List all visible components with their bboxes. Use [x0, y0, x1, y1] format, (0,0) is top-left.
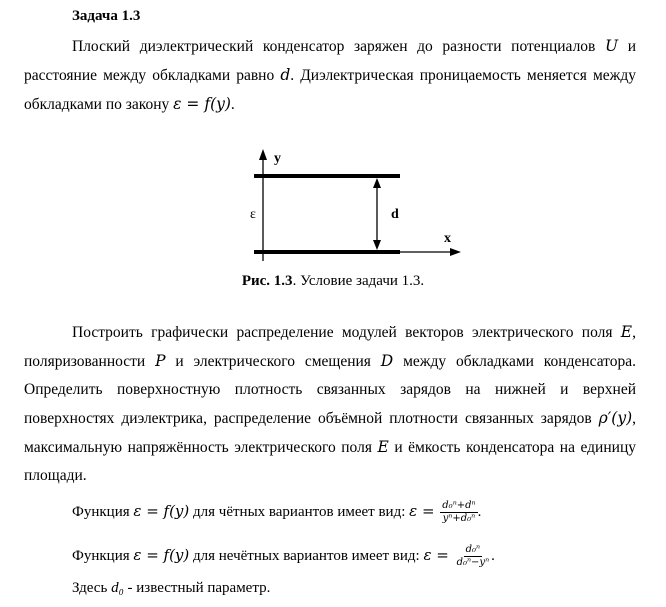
x-axis-arrowhead: [450, 248, 461, 256]
var-D: D: [380, 352, 394, 370]
problem-title: Задача 1.3: [72, 8, 141, 24]
label-eps: ε: [250, 207, 256, 222]
var-E: E: [620, 323, 633, 341]
y-axis-arrowhead: [259, 149, 267, 160]
fraction-even: $\frac{\text{d₀ⁿ+dⁿ}}{\text{yⁿ+d₀ⁿ}}$: [442, 500, 476, 524]
capacitor-figure: [230, 145, 470, 270]
var-U: U: [605, 37, 619, 55]
formula-odd: Функция ε = f(y) для нечётных вариантов имеет вид: ε = $\frac{\text{d₀ⁿ}}{\text{d₀ⁿ−yⁿ}}$ .: [72, 544, 495, 568]
task-statement: Построить графически распределение модулей векторов электрического поля E, поляризованности P и электрического смещения D между обкладками конденсатора. Определить поверхностную плотность связанных зарядов на нижней и верхней поверхностях диэлектрика, распределение объёмной плотности связанных зарядов ρ′(y), максимальную напряжённость электрического поля E и ёмкость конденсатора на единицу площади.: [24, 323, 637, 484]
fraction-odd: $\frac{\text{d₀ⁿ}}{\text{d₀ⁿ−yⁿ}}$: [456, 544, 490, 568]
distance-arrowhead-top: [373, 178, 381, 188]
formula-even: Функция ε = f(y) для чётных вариантов имеет вид: ε = $\frac{\text{d₀ⁿ+dⁿ}}{\text{yⁿ+d₀ⁿ}}$ .: [72, 500, 482, 524]
label-x: x: [444, 231, 451, 246]
distance-arrowhead-bottom: [373, 240, 381, 250]
var-d: d: [280, 66, 291, 84]
law-formula: ε = f(y): [173, 95, 231, 113]
label-y: y: [274, 151, 281, 166]
var-d0: d₀: [111, 580, 124, 596]
problem-statement: Плоский диэлектрический конденсатор заряжен до разности потенциалов U и расстояние между обкладками равно d. Диэлектрическая проницаемость меняется между обкладками по закону ε = f(y).: [24, 37, 636, 113]
var-E2: E: [377, 438, 389, 456]
parameter-note: Здесь d₀ - известный параметр.: [72, 580, 271, 596]
rho-formula: ρ′(y): [598, 409, 633, 427]
figure-caption: Рис. 1.3. Условие задачи 1.3.: [241, 273, 425, 289]
label-d: d: [391, 207, 399, 222]
var-P: P: [155, 352, 166, 370]
